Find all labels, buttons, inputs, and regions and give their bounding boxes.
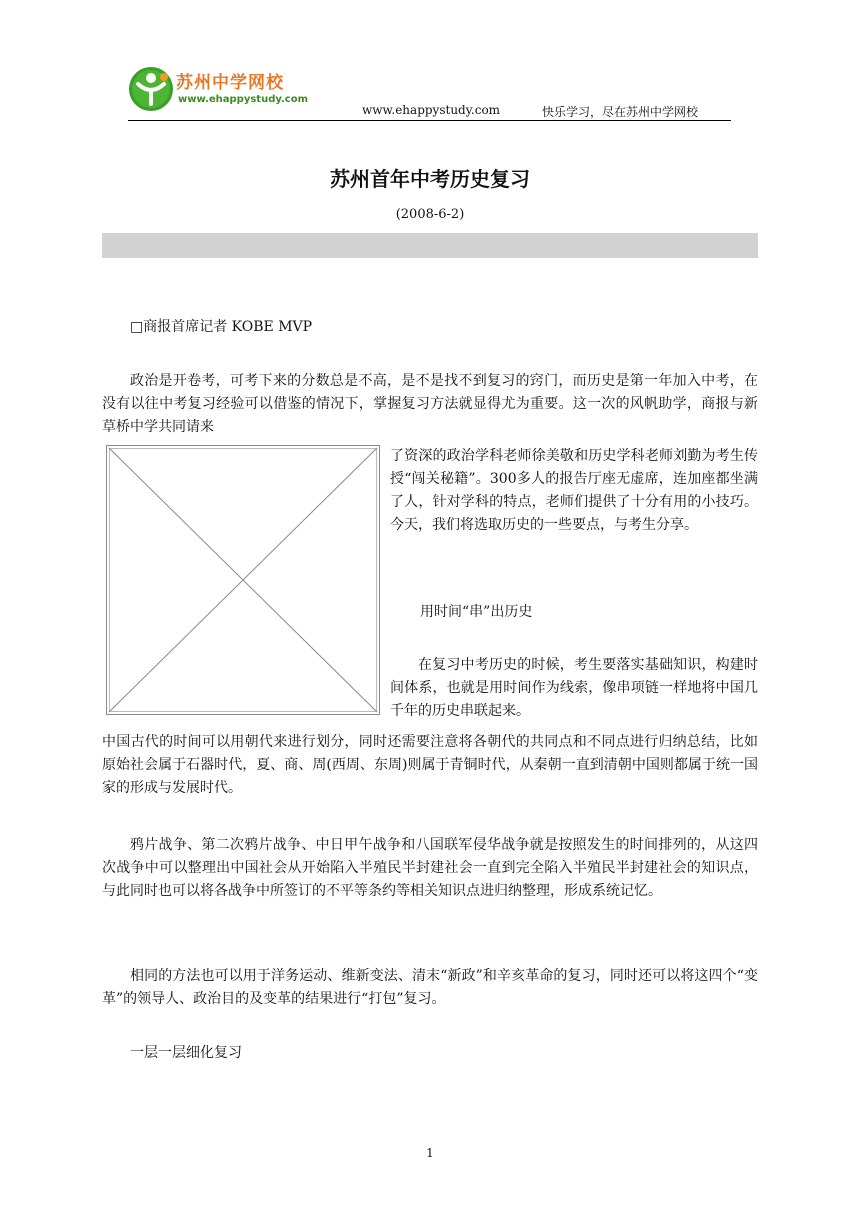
logo-text: 苏州中学网校 <box>176 73 284 93</box>
byline: □商报首席记者 KOBE MVP <box>130 319 313 335</box>
subhead-layers: 一层一层细化复习 <box>130 1045 242 1061</box>
header-divider <box>128 120 731 121</box>
page-number: 1 <box>426 1146 434 1160</box>
paragraph-1: 政治是开卷考，可考下来的分数总是不高，是不是找不到复习的窍门，而历史是第一年加入中考，在没有以往中考复习经验可以借鉴的情况下，掌握复习方法就显得尤为重要。这一次的风帆助学，商报与新草桥中学共同请来 <box>102 373 758 435</box>
header-site-url[interactable]: www.ehappystudy.com <box>362 103 501 117</box>
page-header <box>128 62 731 122</box>
image-placeholder <box>106 445 380 715</box>
paragraph-2: 中国古代的时间可以用朝代来进行划分，同时还需要注意将各朝代的共同点和不同点进行归纳总结，比如原始社会属于石器时代，夏、商、周(西周、东周)则属于青铜时代，从秦朝一直到清朝中国则都属于统一国家的形成与发展时代。 <box>102 734 758 796</box>
paragraph-1-wrap: 了资深的政治学科老师徐美敬和历史学科老师刘勤为考生传授“闯关秘籍”。300多人的报告厅座无虚席，连加座都坐满了人，针对学科的特点，老师们提供了十分有用的小技巧。今天，我们将选取历史的一些要点，与考生分享。 <box>390 448 758 533</box>
paragraph-3: 鸦片战争、第二次鸦片战争、中日甲午战争和八国联军侵华战争就是按照发生的时间排列的，从这四次战争中可以整理出中国社会从开始陷入半殖民半封建社会一直到完全陷入半殖民半封建社会的知识点，与此同时也可以将各战争中所签订的不平等条约等相关知识点进归纳整理，形成系统记忆。 <box>102 837 758 899</box>
article-date: (2008-6-2) <box>395 207 465 222</box>
logo-url: www.ehappystudy.com <box>178 94 308 105</box>
article-title: 苏州首年中考历史复习 <box>330 167 530 191</box>
grey-banner <box>102 233 758 258</box>
logo-icon <box>128 66 174 112</box>
header-slogan: 快乐学习，尽在苏州中学网校 <box>542 105 699 119</box>
paragraph-4: 相同的方法也可以用于洋务运动、维新变法、清末“新政”和辛亥革命的复习，同时还可以将这四个“变革”的领导人、政治目的及变革的结果进行“打包”复习。 <box>102 968 758 1007</box>
subhead-time: 用时间“串”出历史 <box>420 604 533 620</box>
paragraph-2-wrap: 在复习中考历史的时候，考生要落实基础知识，构建时间体系，也就是用时间作为线索，像串项链一样地将中国几千年的历史串联起来。 <box>390 657 758 719</box>
